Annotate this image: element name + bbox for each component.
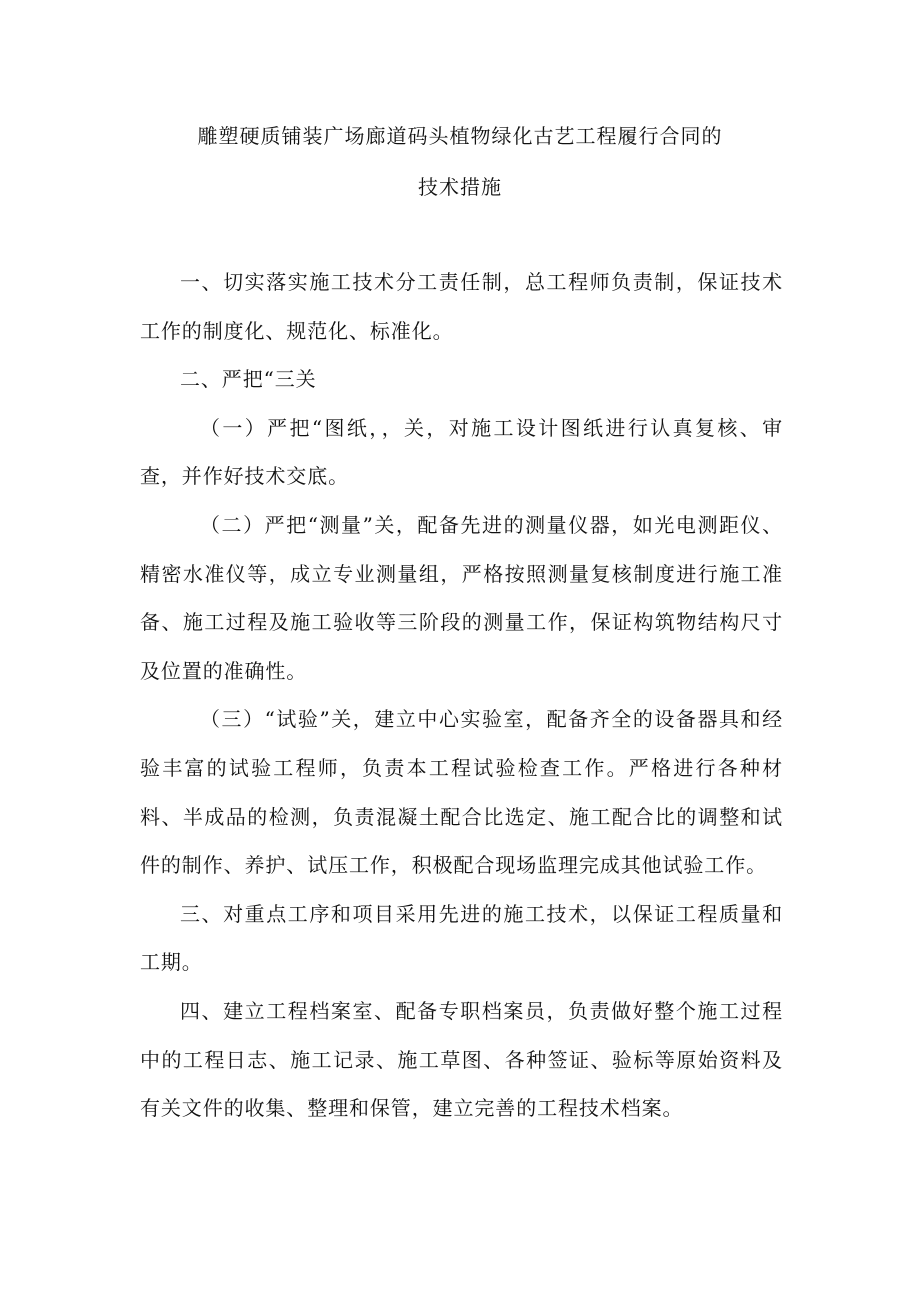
paragraph-section-4: 四、建立工程档案室、配备专职档案员，负责做好整个施工过程中的工程日志、施工记录、施工草图、各种签证、验标等原始资料及有关文件的收集、整理和保管，建立完善的工程技术档案。 xyxy=(140,998,783,1121)
paragraph-subsection-survey: （二）严把“测量”关，配备先进的测量仪器，如光电测距仪、精密水准仪等，成立专业测量组，严格按照测量复核制度进行施工准备、施工过程及施工验收等三阶段的测量工作，保证构筑物结构尺寸及位置的准确性。 xyxy=(140,512,783,683)
paragraph-section-2-heading: 二、严把“三关 xyxy=(180,367,317,392)
document-body xyxy=(140,258,783,1133)
document-title-line-2: 技术措施 xyxy=(418,175,502,199)
paragraph-subsection-testing: （三）“试验”关，建立中心实验室，配备齐全的设备器具和经验丰富的试验工程师，负责本工程试验检查工作。严格进行各种材料、半成品的检测，负责混凝土配合比选定、施工配合比的调整和试件的制作、养护、试压工作，积极配合现场监理完成其他试验工作。 xyxy=(140,707,783,878)
paragraph-section-3: 三、对重点工序和项目采用先进的施工技术，以保证工程质量和工期。 xyxy=(140,901,783,975)
paragraph-section-1: 一、切实落实施工技术分工责任制，总工程师负责制，保证技术工作的制度化、规范化、标准化。 xyxy=(140,270,783,343)
document-title-line-1: 雕塑硬质铺装广场廊道码头植物绿化古艺工程履行合同的 xyxy=(197,124,723,148)
paragraph-subsection-drawings: （一）严把“图纸，，关，对施工设计图纸进行认真复核、审查，并作好技术交底。 xyxy=(140,415,783,489)
